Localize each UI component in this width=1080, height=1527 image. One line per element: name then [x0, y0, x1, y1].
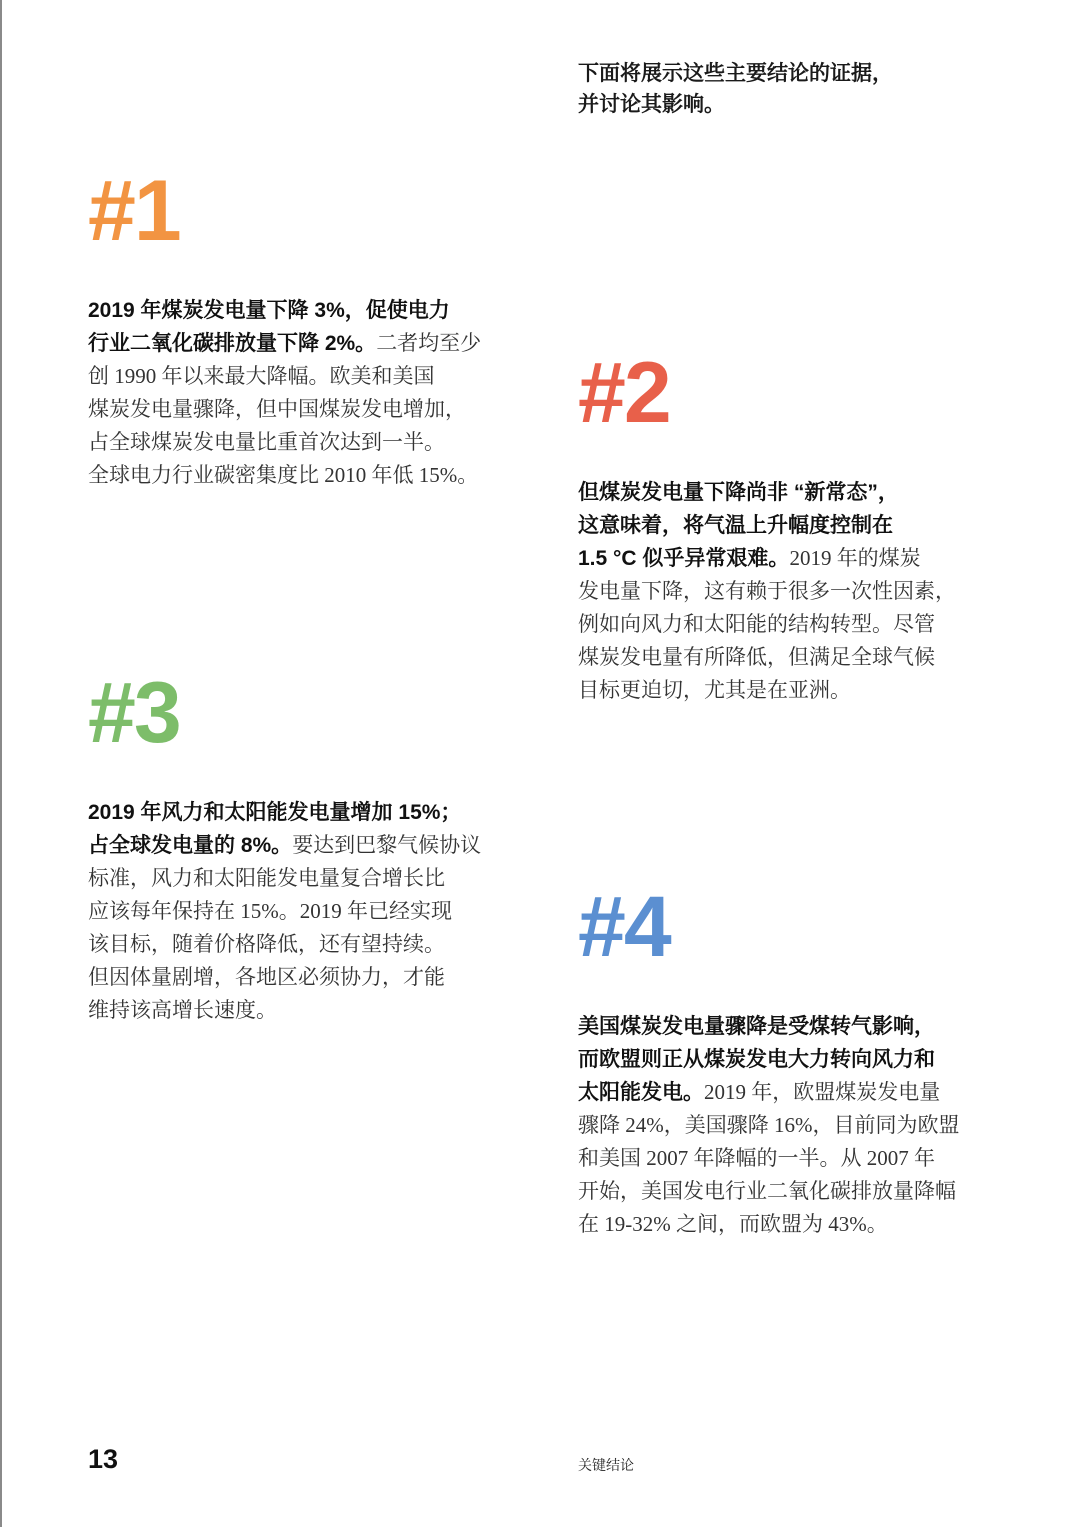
finding-2-number: #2: [578, 345, 670, 441]
finding-4-text-line: 2019 年，欧盟煤炭发电量: [704, 1080, 941, 1104]
finding-3-body: [88, 796, 498, 1027]
finding-4-text-line: 在 19-32% 之间，而欧盟为 43%。: [578, 1212, 888, 1236]
finding-4-text-line: 和美国 2007 年降幅的一半。从 2007 年: [578, 1146, 935, 1170]
finding-2-text-line: 发电量下降，这有赖于很多一次性因素，: [578, 579, 956, 603]
finding-2: [578, 345, 988, 707]
finding-4: [578, 879, 988, 1241]
finding-1-text-line: 煤炭发电量骤降，但中国煤炭发电增加，: [88, 397, 466, 421]
section-title: 关键结论: [578, 1457, 634, 1473]
finding-2-text-line: 煤炭发电量有所降低，但满足全球气候: [578, 645, 935, 669]
finding-4-text-line: 骤降 24%，美国骤降 16%，目前同为欧盟: [578, 1113, 960, 1137]
finding-3-text-line: 该目标，随着价格降低，还有望持续。: [88, 932, 445, 956]
intro-text: [578, 58, 998, 120]
finding-1-text-line: 二者均至少: [376, 331, 482, 355]
finding-2-text-line: 例如向风力和太阳能的结构转型。尽管: [578, 612, 935, 636]
finding-4-lead-line: 而欧盟则正从煤炭发电大力转向风力和: [578, 1048, 935, 1071]
finding-3: [88, 665, 498, 1027]
finding-3-text-line: 维持该高增长速度。: [88, 998, 277, 1022]
finding-2-text-line: 目标更迫切，尤其是在亚洲。: [578, 678, 851, 702]
finding-3-text-line: 应该每年保持在 15%。2019 年已经实现: [88, 899, 452, 923]
finding-1-text-line: 占全球煤炭发电量比重首次达到一半。: [88, 430, 445, 454]
finding-1-text-line: 全球电力行业碳密集度比 2010 年低 15%。: [88, 463, 479, 487]
finding-4-text-line: 开始，美国发电行业二氧化碳排放量降幅: [578, 1179, 956, 1203]
finding-3-text-line: 但因体量剧增，各地区必须协力，才能: [88, 965, 445, 989]
finding-3-text-line: 要达到巴黎气候协议: [292, 833, 482, 857]
page-number: 13: [88, 1444, 119, 1474]
finding-3-number: #3: [88, 665, 180, 761]
intro-line-2: 并讨论其影响。: [578, 93, 725, 116]
finding-4-lead-line: 太阳能发电。: [578, 1081, 704, 1104]
finding-1-lead-line: 2019 年煤炭发电量下降 3%，促使电力: [88, 299, 450, 322]
finding-1-number: #1: [88, 163, 180, 259]
finding-1-text-line: 创 1990 年以来最大降幅。欧美和美国: [88, 364, 435, 388]
finding-1-body: [88, 294, 498, 492]
finding-1: [88, 163, 498, 492]
finding-3-text-line: 标准，风力和太阳能发电量复合增长比: [88, 866, 445, 890]
finding-1-lead-line: 行业二氧化碳排放量下降 2%。: [88, 332, 377, 355]
finding-2-body: [578, 476, 988, 707]
finding-4-number: #4: [578, 879, 670, 975]
page-edge-rule: [0, 0, 2, 1527]
finding-2-lead-line: 这意味着，将气温上升幅度控制在: [578, 514, 893, 537]
finding-4-body: [578, 1010, 988, 1241]
finding-3-lead-line: 占全球发电量的 8%。: [88, 834, 293, 857]
finding-2-lead-line: 1.5 °C 似乎异常艰难。: [578, 547, 790, 570]
finding-2-text-line: 2019 年的煤炭: [789, 546, 921, 570]
finding-3-lead-line: 2019 年风力和太阳能发电量增加 15%；: [88, 801, 462, 824]
finding-2-lead-line: 但煤炭发电量下降尚非 “新常态”，: [578, 481, 899, 504]
intro-line-1: 下面将展示这些主要结论的证据，: [578, 62, 893, 85]
finding-4-lead-line: 美国煤炭发电量骤降是受煤转气影响，: [578, 1015, 935, 1038]
